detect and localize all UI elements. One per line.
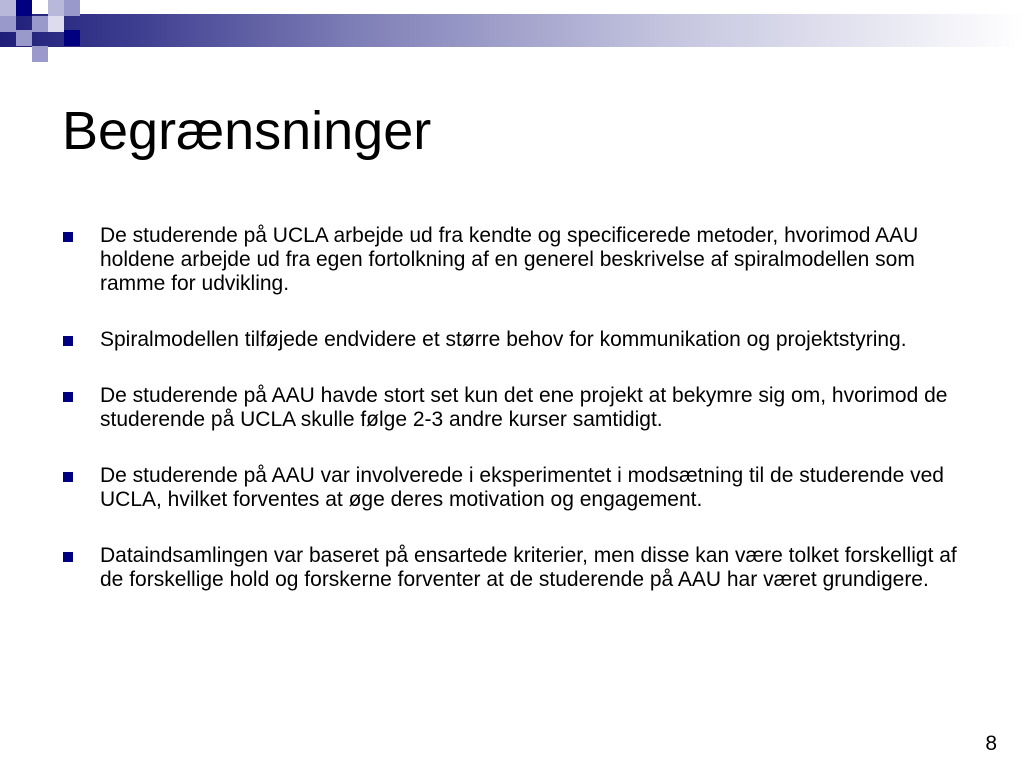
- header-gradient-bar: [0, 14, 1024, 47]
- bullet-text: De studerende på UCLA arbejde ud fra kendte og specificerede metoder, hvorimod AAU holdene arbejde ud fra egen fortolkning af en generel beskrivelse af spiralmodellen som ramme for udvikling.: [100, 224, 919, 295]
- list-item: [62, 224, 962, 296]
- list-item: [62, 544, 962, 592]
- bullet-text: Dataindsamlingen var baseret på ensartede kriterier, men disse kan være tolket forskelligt af de forskellige hold og forskerne forventer at de studerende på AAU har været grundigere.: [100, 544, 957, 591]
- bullet-text: De studerende på AAU var involverede i eksperimentet i modsætning til de studerende ved UCLA, hvilket forventes at øge deres motivation og engagement.: [100, 464, 944, 511]
- list-item: [62, 328, 962, 352]
- square-bullet-icon: [63, 232, 73, 242]
- list-item: [62, 384, 962, 432]
- page-number: 8: [985, 732, 997, 755]
- square-bullet-icon: [63, 552, 73, 562]
- square-bullet-icon: [63, 336, 73, 346]
- bullet-list: [62, 224, 962, 624]
- square-bullet-icon: [63, 472, 73, 482]
- bullet-text: Spiralmodellen tilføjede endvidere et større behov for kommunikation og projektstyring.: [100, 328, 907, 351]
- list-item: [62, 464, 962, 512]
- bullet-text: De studerende på AAU havde stort set kun det ene projekt at bekymre sig om, hvorimod de studerende på UCLA skulle følge 2-3 andre kurser samtidigt.: [100, 384, 948, 431]
- square-bullet-icon: [63, 392, 73, 402]
- slide-title: Begrænsninger: [62, 101, 432, 161]
